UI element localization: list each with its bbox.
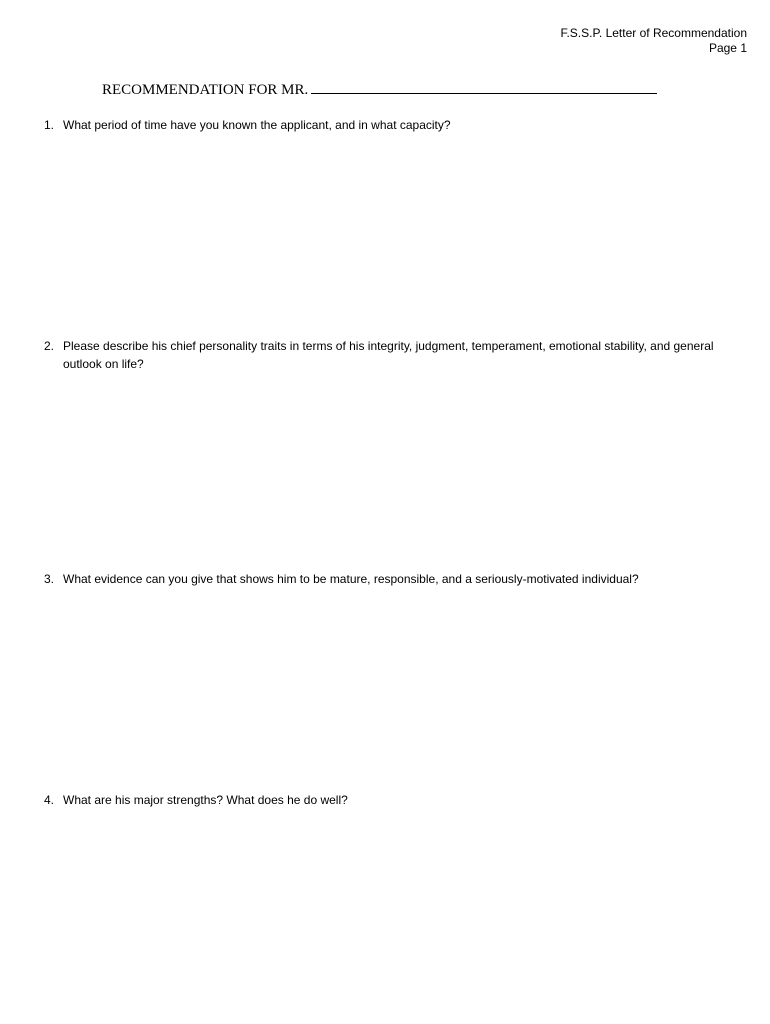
question-text: Please describe his chief personality traits in terms of his integrity, judgment, temperament, emotional stability, and general outlook on life?	[63, 339, 714, 371]
applicant-name-blank[interactable]	[311, 79, 657, 94]
recommendation-title	[102, 79, 672, 99]
question-4	[44, 791, 714, 809]
answer-area-1[interactable]	[63, 140, 723, 330]
question-number: 4.	[44, 793, 55, 807]
question-number: 1.	[44, 118, 55, 132]
answer-area-3[interactable]	[63, 594, 723, 784]
question-text: What are his major strengths? What does he do well?	[63, 793, 348, 807]
question-1	[44, 116, 714, 134]
recommendation-title-text: RECOMMENDATION FOR MR.	[102, 82, 309, 98]
answer-area-4[interactable]	[63, 815, 723, 1005]
question-3	[44, 570, 714, 588]
question-text: What period of time have you known the applicant, and in what capacity?	[63, 118, 451, 132]
question-number: 2.	[44, 339, 55, 353]
question-2	[44, 337, 714, 373]
document-header	[560, 26, 747, 56]
page-number: Page 1	[708, 41, 747, 55]
question-number: 3.	[44, 572, 55, 586]
answer-area-2[interactable]	[63, 380, 723, 560]
question-text: What evidence can you give that shows him to be mature, responsible, and a seriously-motivated individual?	[63, 572, 639, 586]
document-title: F.S.S.P. Letter of Recommendation	[560, 26, 747, 40]
